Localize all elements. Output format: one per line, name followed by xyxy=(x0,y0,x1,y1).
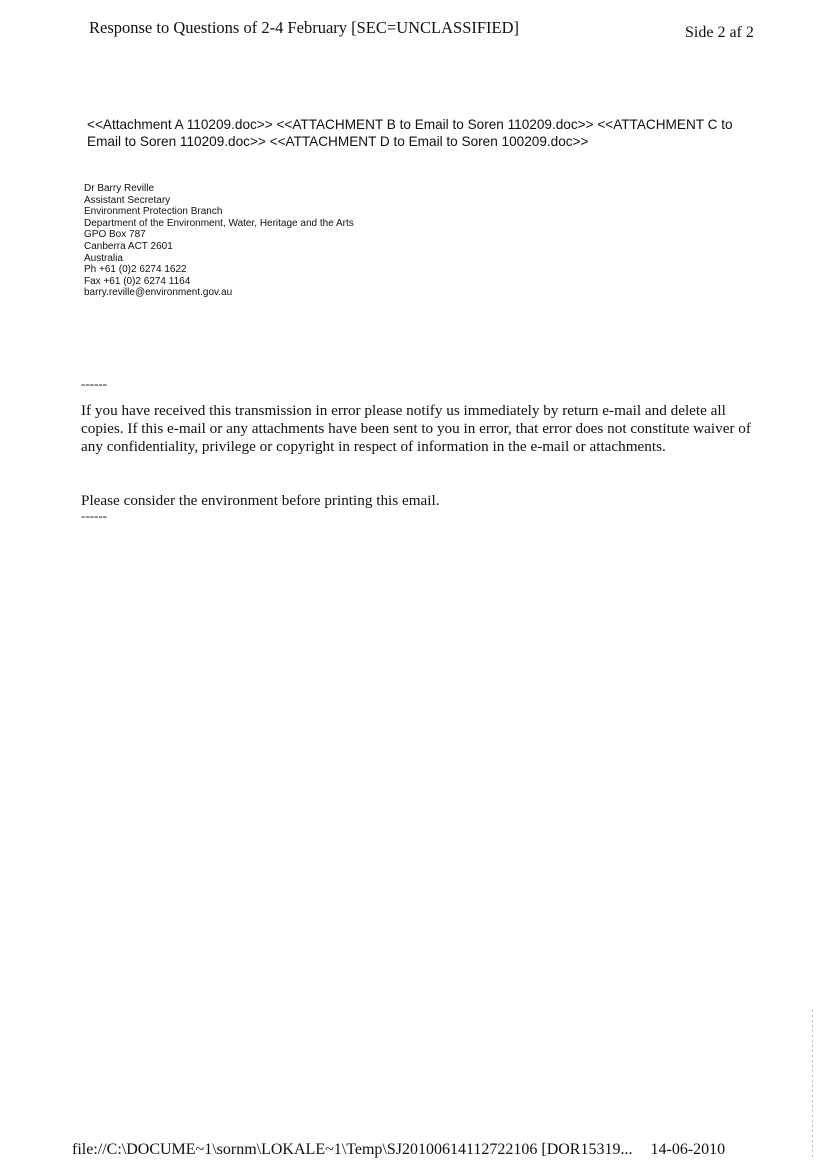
environment-note: Please consider the environment before printing this email. xyxy=(81,492,440,509)
signature-po-box: GPO Box 787 xyxy=(84,229,146,241)
signature-city: Canberra ACT 2601 xyxy=(84,240,173,252)
signature-fax: Fax +61 (0)2 6274 1164 xyxy=(84,275,191,287)
signature-name: Dr Barry Reville xyxy=(84,183,155,194)
separator-top: ------ xyxy=(81,376,107,391)
attachments-list: <<Attachment A 110209.doc>> <<ATTACHMENT B to Email to Soren 110209.doc>> <<ATTACHMENT C to Email to Soren 110209.doc>> <<ATTACHMENT D to Email to Soren 100209.doc>> xyxy=(87,117,733,149)
document-title: Response to Questions of 2-4 February [SEC=UNCLASSIFIED] xyxy=(89,18,520,37)
separator-bottom: ------ xyxy=(81,508,107,523)
signature-position: Assistant Secretary xyxy=(84,194,171,206)
scan-edge-mark xyxy=(812,1010,813,1160)
page-indicator: Side 2 af 2 xyxy=(685,24,754,41)
email-signature xyxy=(84,183,354,299)
print-footer xyxy=(72,1141,725,1159)
signature-email: barry.reville@environment.gov.au xyxy=(84,287,233,299)
signature-department: Department of the Environment, Water, Heritage and the Arts xyxy=(84,217,354,229)
signature-phone: Ph +61 (0)2 6274 1622 xyxy=(84,264,187,276)
footer-file-path: file://C:\DOCUME~1\sornm\LOKALE~1\Temp\SJ20100614112722106 [DOR15319... xyxy=(72,1141,633,1158)
confidentiality-disclaimer: If you have received this transmission in error please notify us immediately by return e-mail and delete all copies. If this e-mail or any attachments have been sent to you in error, that error does not constitute waiver of any confidentiality, privilege or copyright in respect of information in the e-mail or attachments. xyxy=(81,402,751,455)
signature-branch: Environment Protection Branch xyxy=(84,206,223,218)
footer-date: 14-06-2010 xyxy=(650,1141,726,1158)
signature-country: Australia xyxy=(84,252,123,264)
